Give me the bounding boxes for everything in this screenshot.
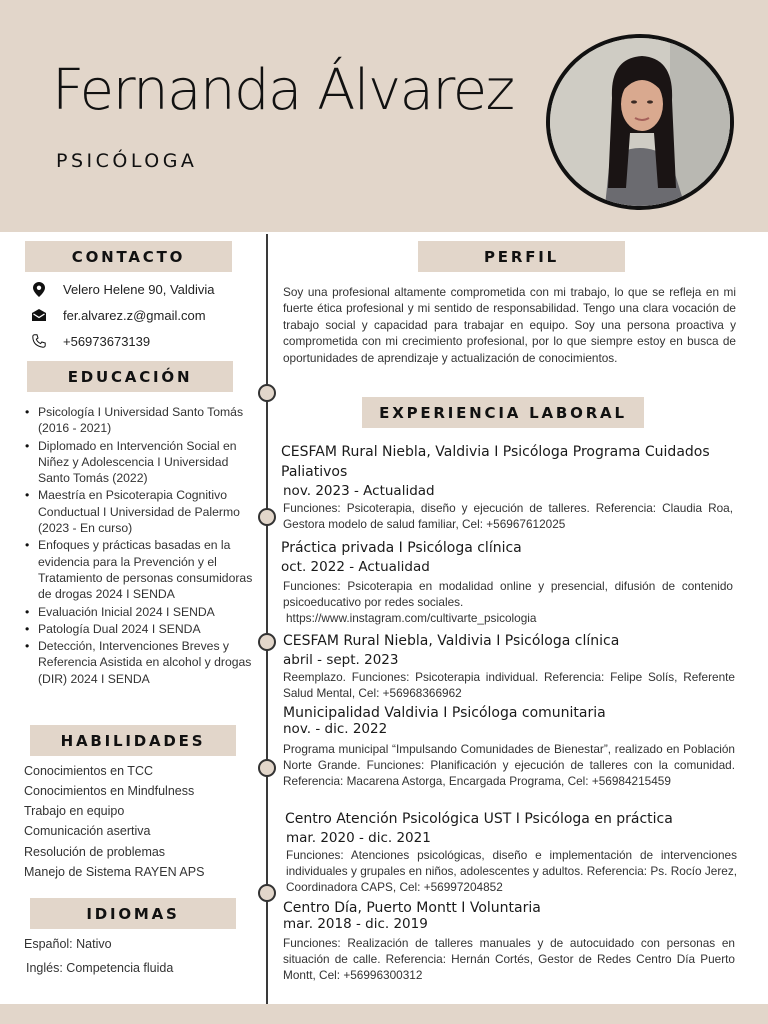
job-entry <box>281 442 733 532</box>
job-description: Funciones: Realización de talleres manuales y de autocuidado con personas en situación de calle. Referencia: Hernán Cortés, Gestor de Redes Centro Día Puerto Montt, Cel: +56996300312 <box>283 936 735 983</box>
job-entry <box>283 631 735 701</box>
skill-item: Comunicación asertiva <box>24 824 151 838</box>
phone-icon <box>30 333 48 349</box>
job-entry <box>283 898 735 984</box>
contact-address-row <box>30 281 215 297</box>
contact-email-row <box>30 307 206 323</box>
contact-phone[interactable]: +56973673139 <box>63 333 151 349</box>
job-description: Funciones: Psicoterapia, diseño y ejecución de talleres. Referencia: Claudia Roa, Gestora modelo de salud familiar, Cel: +56967612025 <box>283 501 733 532</box>
footer-band <box>0 1004 768 1024</box>
full-name: Fernanda Álvarez <box>52 58 514 123</box>
job-title: CESFAM Rural Niebla, Valdivia I Psicóloga clínica <box>283 633 620 649</box>
job-title: Centro Atención Psicológica UST I Psicóloga en práctica <box>285 811 673 827</box>
job-dates: nov. - dic. 2022 <box>283 721 388 737</box>
timeline-dot <box>258 384 276 402</box>
job-description: Programa municipal “Impulsando Comunidades de Bienestar”, realizado en Población Norte Grande. Funciones: Planificación y ejecución de talleres con la comunidad. Referencia: Macarena Astorga, Encargada Programa, Cel: +56984215459 <box>283 742 735 789</box>
education-item: • Patología Dual 2024 I SENDA <box>22 621 258 637</box>
languages-heading: IDIOMAS <box>30 898 236 929</box>
profile-text: Soy una profesional altamente comprometida con mi trabajo, lo que se refleja en mi fuerte ética profesional y mi sentido de responsabilidad. Tengo una clara vocación de trabajo social y capacidad para trabajar en equipo. Soy una persona proactiva y comprometida con mi crecimiento profesional, por lo que siempre estoy en busca de oportunidades de aprendizaje y actualización de conocimientos. <box>283 285 736 365</box>
job-dates: oct. 2022 - Actualidad <box>281 559 430 575</box>
profile-heading: PERFIL <box>418 241 625 272</box>
contact-phone-row <box>30 333 150 349</box>
education-heading: EDUCACIÓN <box>27 361 233 392</box>
job-title: Municipalidad Valdivia I Psicóloga comunitaria <box>283 705 606 721</box>
timeline-dot <box>258 759 276 777</box>
job-title: CESFAM Rural Niebla, Valdivia I Psicóloga Programa Cuidados Paliativos <box>281 444 710 480</box>
job-dates: abril - sept. 2023 <box>283 652 399 668</box>
education-item: • Enfoques y prácticas basadas en la evidencia para la Prevención y el Tratamiento de personas consumidoras de drogas 2024 I SENDA <box>22 537 258 602</box>
job-title: Centro Día, Puerto Montt I Voluntaria <box>283 900 541 916</box>
skill-item: Resolución de problemas <box>24 845 166 859</box>
education-item: • Evaluación Inicial 2024 I SENDA <box>22 604 258 620</box>
skill-item: Conocimientos en Mindfulness <box>24 784 195 798</box>
education-item: • Detección, Intervenciones Breves y Referencia Asistida en alcohol y drogas (DIR) 2024 I SENDA <box>22 638 258 687</box>
education-list <box>22 404 258 688</box>
job-dates: nov. 2023 - Actualidad <box>283 483 435 499</box>
job-entry <box>283 703 735 790</box>
job-dates: mar. 2020 - dic. 2021 <box>286 830 431 846</box>
skills-heading: HABILIDADES <box>30 725 236 756</box>
envelope-icon <box>30 307 48 323</box>
language-item: Inglés: Competencia fluida <box>26 961 174 975</box>
header-band <box>0 0 768 232</box>
education-item: • Psicología I Universidad Santo Tomás (2016 - 2021) <box>22 404 258 437</box>
skill-item: Manejo de Sistema RAYEN APS <box>24 865 205 879</box>
profile-photo <box>546 34 734 210</box>
timeline-dot <box>258 884 276 902</box>
experience-heading: EXPERIENCIA LABORAL <box>362 397 644 428</box>
job-entry <box>281 538 733 627</box>
job-description: Funciones: Psicoterapia en modalidad online y presencial, difusión de contenido psicoeducativo por redes sociales. <box>283 579 733 610</box>
job-description: Reemplazo. Funciones: Psicoterapia individual. Referencia: Felipe Solís, Referente Salud Mental, Cel: +56968366962 <box>283 670 735 701</box>
job-dates: mar. 2018 - dic. 2019 <box>283 916 428 932</box>
education-item: • Maestría en Psicoterapia Cognitivo Conductual I Universidad de Palermo (2023 - En curso) <box>22 487 258 536</box>
skill-item: Conocimientos en TCC <box>24 764 153 778</box>
contact-email[interactable]: fer.alvarez.z@gmail.com <box>63 307 206 323</box>
skill-item: Trabajo en equipo <box>24 804 125 818</box>
timeline-dot <box>258 508 276 526</box>
education-item: • Diplomado en Intervención Social en Niñez y Adolescencia I Universidad Santo Tomás (2022) <box>22 438 258 487</box>
location-pin-icon <box>30 281 48 297</box>
job-role: PSICÓLOGA <box>56 150 198 172</box>
job-link[interactable]: https://www.instagram.com/cultivarte_psicologia <box>286 611 537 626</box>
contact-heading: CONTACTO <box>25 241 232 272</box>
job-title: Práctica privada I Psicóloga clínica <box>281 540 522 556</box>
timeline-dot <box>258 633 276 651</box>
job-description: Funciones: Atenciones psicológicas, diseño e implementación de intervenciones individuales y grupales en niños, adolescentes y adultos. Referencia: Ps. Rocío Jerez, Coordinadora CAPS, Cel: +56997204852 <box>286 848 737 895</box>
language-item: Español: Nativo <box>24 937 112 951</box>
contact-address: Velero Helene 90, Valdivia <box>63 281 215 297</box>
job-entry <box>285 809 737 896</box>
